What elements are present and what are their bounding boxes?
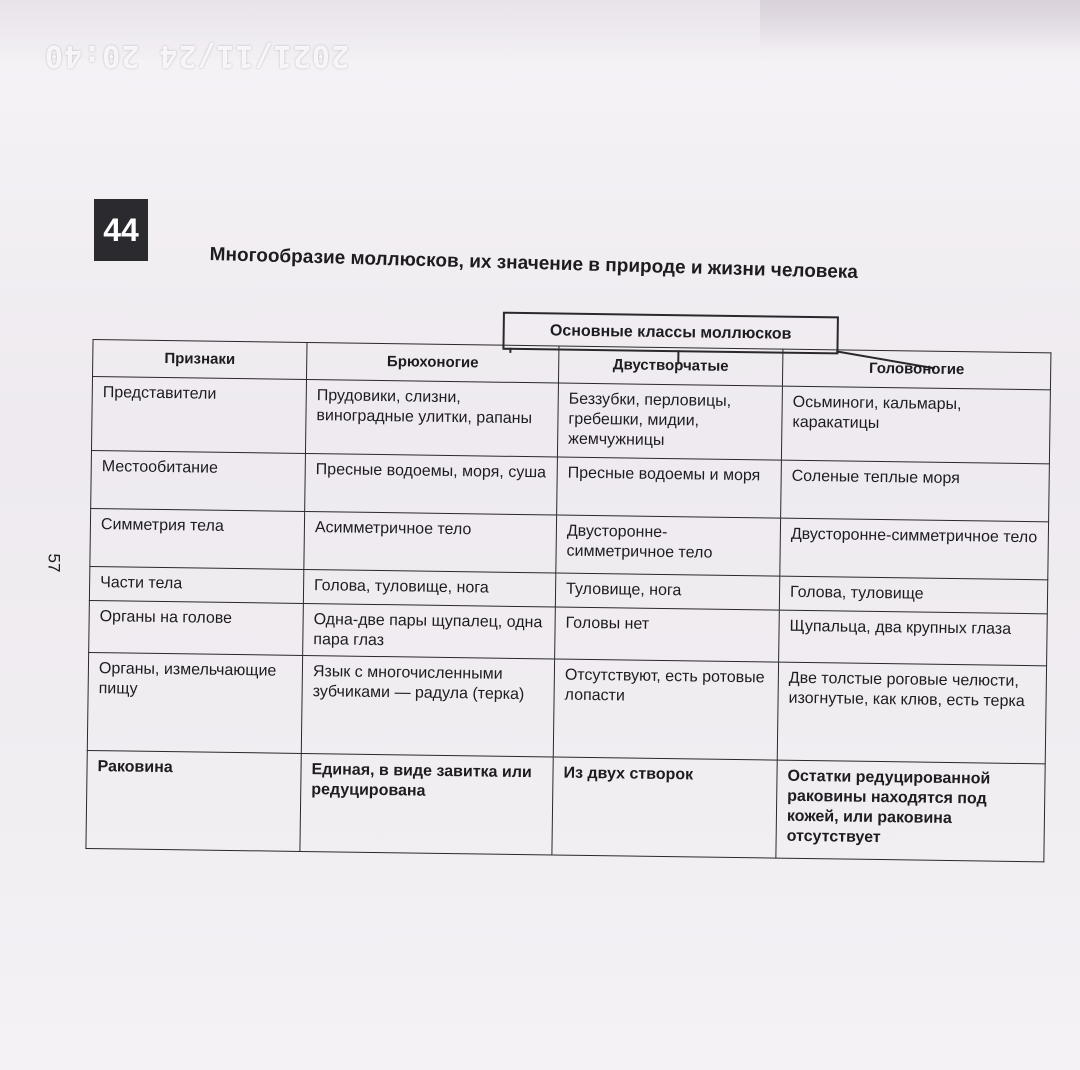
feature-cell: Представители [91, 377, 306, 454]
column-header: Двустворчатые [558, 346, 782, 386]
column-header: Признаки [93, 340, 307, 380]
photo-timestamp: 2021/11/24 20:40 [44, 38, 349, 73]
mollusk-classes-table-block [85, 306, 1053, 889]
table-cell: Пресные водоемы, моря, суша [305, 453, 558, 515]
table-cell: Голова, туловище, нога [303, 569, 555, 607]
table-cell: Остатки редуцированной раковины находятся под кожей, или раковина отсутствует [776, 760, 1045, 862]
section-title: Многообразие моллюсков, их значение в природе и жизни человека [209, 244, 859, 284]
table-cell: Из двух створок [552, 757, 777, 858]
table-row [86, 750, 1045, 861]
feature-cell: Симметрия тела [90, 508, 305, 569]
table-cell: Беззубки, перловицы, гребешки, мидии, жемчужницы [557, 383, 782, 460]
feature-cell: Раковина [86, 750, 301, 851]
feature-cell: Органы, измельчающие пищу [87, 652, 302, 753]
table-cell: Единая, в виде завитка или редуцирована [300, 753, 553, 855]
feature-cell: Части тела [89, 566, 303, 603]
table-cell: Язык с многочисленными зубчиками — радула (терка) [301, 655, 554, 757]
feature-cell: Органы на голове [89, 600, 304, 655]
table-row [91, 377, 1050, 464]
table-cell: Прудовики, слизни, виноградные улитки, рапаны [305, 379, 558, 457]
sheet-shadow [760, 0, 1080, 50]
section-number-badge: 44 [94, 199, 148, 261]
column-header: Головоногие [782, 349, 1050, 390]
table-cell: Осьминоги, кальмары, каракатицы [781, 386, 1050, 464]
table-cell: Пресные водоемы и моря [557, 457, 782, 518]
page-number: 57 [44, 553, 64, 573]
table-group-header: Основные классы моллюсков [502, 312, 838, 355]
table-cell: Двусторонне-симметричное тело [780, 518, 1049, 580]
table-row [87, 652, 1046, 763]
table-cell: Двусторонне-симметричное тело [556, 515, 781, 576]
table-cell: Соленые теплые моря [781, 460, 1050, 522]
table-cell: Головы нет [555, 607, 780, 662]
table-cell: Отсутствуют, есть ротовые лопасти [553, 659, 778, 760]
table-cell: Асимметричное тело [304, 511, 557, 573]
feature-cell: Местообитание [91, 450, 306, 511]
table-cell: Туловище, нога [555, 573, 779, 610]
table-cell: Одна-две пары щупалец, одна пара глаз [303, 603, 556, 659]
mollusk-classes-table [85, 339, 1051, 862]
table-cell: Щупальца, два крупных глаза [779, 610, 1048, 666]
column-header: Брюхоногие [306, 342, 558, 383]
table-cell: Две толстые роговые челюсти, изогнутые, как клюв, есть терка [777, 662, 1046, 764]
table-cell: Голова, туловище [779, 576, 1047, 614]
